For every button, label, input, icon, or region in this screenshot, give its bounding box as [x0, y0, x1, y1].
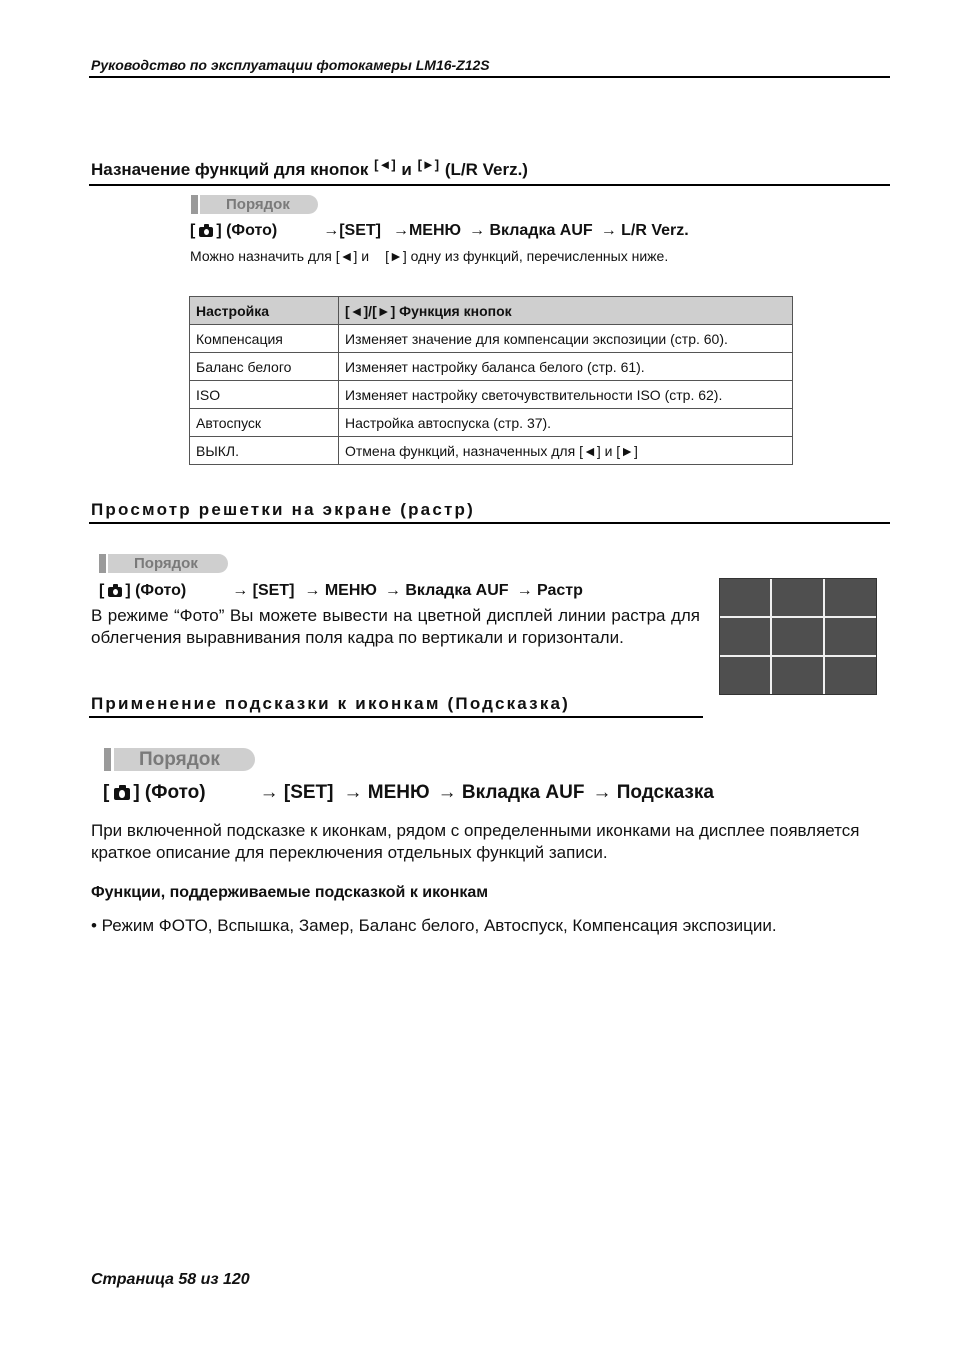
- table-cell: Изменяет значение для компенсации экспозиции (стр. 60).: [339, 325, 793, 353]
- section3-menu-path: [ ] (Фото) → [SET] → МЕНЮ → Вкладка AUF → Подсказка: [103, 782, 714, 803]
- section3-bullet: • Режим ФОТО, Вспышка, Замер, Баланс белого, Автоспуск, Компенсация экспозиции.: [91, 916, 777, 935]
- document-header-title: Руководство по эксплуатации фотокамеры LM16-Z12S: [91, 57, 490, 73]
- table-header-row: [190, 297, 793, 325]
- table-header-cell: [◄]/[►] Функция кнопок: [339, 297, 793, 325]
- camera-icon: [199, 227, 213, 237]
- page-number: Страница 58 из 120: [91, 1271, 250, 1288]
- table-row: [190, 409, 793, 437]
- left-key-symbol: [◄]: [374, 157, 396, 172]
- table-header-cell: Настройка: [190, 297, 339, 325]
- right-key-symbol: [►]: [417, 157, 440, 172]
- grid-preview-icon: [719, 578, 877, 695]
- table-row: [190, 353, 793, 381]
- table-cell: Баланс белого: [190, 353, 339, 381]
- section1-rule: [89, 184, 890, 186]
- camera-icon: [114, 788, 130, 800]
- section1-order-badge: [191, 195, 318, 214]
- table-cell: Настройка автоспуска (стр. 37).: [339, 409, 793, 437]
- grid-line-horizontal: [720, 616, 876, 618]
- section3-body: При включенной подсказке к иконкам, рядом с определенными иконками на дисплее появляется краткое описание для переключения отдельных функций записи.: [91, 821, 860, 862]
- section3-order-badge: [104, 748, 255, 771]
- button-functions-table: [189, 296, 793, 465]
- section2-rule: [89, 522, 890, 524]
- table-cell: Компенсация: [190, 325, 339, 353]
- section1-title: Назначение функций для кнопок [◄] и [►] (L/R Verz.): [91, 157, 528, 179]
- table-cell: Отмена функций, назначенных для [◄] и [►]: [339, 437, 793, 465]
- order-label: Порядок: [139, 748, 220, 770]
- table-cell: ISO: [190, 381, 339, 409]
- section3-rule: [89, 716, 703, 718]
- grid-line-vertical: [770, 579, 772, 694]
- section3-title: Применение подсказки к иконкам (Подсказка): [91, 694, 571, 713]
- grid-line-horizontal: [720, 655, 876, 657]
- section3-subheading: Функции, поддерживаемые подсказкой к иконкам: [91, 884, 489, 901]
- section2-menu-path: [ ] (Фото) → [SET] → МЕНЮ → Вкладка AUF → Растр: [99, 582, 583, 599]
- section2-order-badge: [99, 554, 228, 573]
- order-label: Порядок: [226, 196, 290, 213]
- camera-icon: [108, 587, 122, 597]
- table-row: [190, 381, 793, 409]
- table-row: [190, 437, 793, 465]
- section1-menu-path: [ ] (Фото) →[SET] →МЕНЮ → Вкладка AUF → L/R Verz.: [190, 222, 689, 239]
- order-label: Порядок: [134, 555, 198, 572]
- table-cell: Изменяет настройку светочувствительности ISO (стр. 62).: [339, 381, 793, 409]
- table-cell: Автоспуск: [190, 409, 339, 437]
- table-cell: Изменяет настройку баланса белого (стр. 61).: [339, 353, 793, 381]
- header-rule: [89, 76, 890, 78]
- grid-line-vertical: [823, 579, 825, 694]
- table-row: [190, 325, 793, 353]
- section2-body: В режиме “Фото” Вы можете вывести на цветной дисплей линии растра для облегчения выравнивания поля кадра по вертикали и горизонтали.: [91, 606, 700, 647]
- section2-title: Просмотр решетки на экране (растр): [91, 500, 475, 519]
- section1-note: Можно назначить для [◄] и [►] одну из функций, перечисленных ниже.: [190, 248, 669, 264]
- table-cell: ВЫКЛ.: [190, 437, 339, 465]
